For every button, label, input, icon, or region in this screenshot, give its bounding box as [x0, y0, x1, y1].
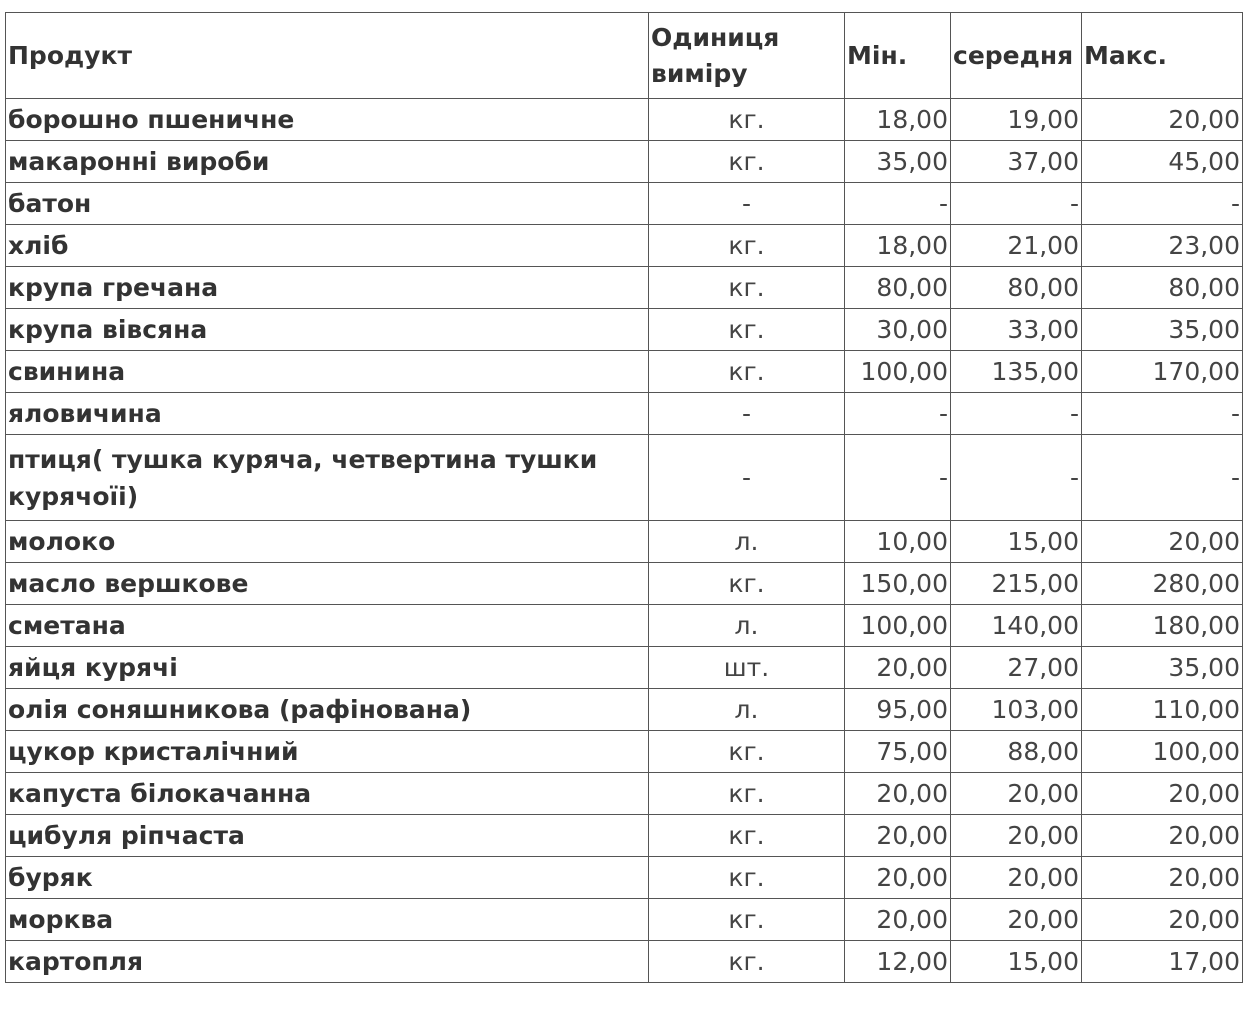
table-row [6, 605, 1243, 647]
price-table [5, 12, 1243, 983]
cell-unit: кг. [649, 731, 845, 773]
cell-max: 20,00 [1082, 99, 1243, 141]
cell-product: цукор кристалічний [6, 731, 649, 773]
cell-min: - [845, 183, 951, 225]
cell-max: 35,00 [1082, 647, 1243, 689]
cell-product: крупа вівсяна [6, 309, 649, 351]
cell-unit: кг. [649, 309, 845, 351]
cell-product: молоко [6, 521, 649, 563]
table-row [6, 351, 1243, 393]
header-min: Мін. [845, 13, 951, 99]
cell-unit: л. [649, 605, 845, 647]
cell-product: капуста білокачанна [6, 773, 649, 815]
cell-min: - [845, 393, 951, 435]
cell-min: 20,00 [845, 815, 951, 857]
cell-min: 75,00 [845, 731, 951, 773]
cell-product: яйця курячі [6, 647, 649, 689]
cell-avg: 135,00 [951, 351, 1082, 393]
cell-avg: 27,00 [951, 647, 1082, 689]
cell-max: - [1082, 393, 1243, 435]
cell-product: морква [6, 899, 649, 941]
cell-unit: кг. [649, 773, 845, 815]
cell-avg: 140,00 [951, 605, 1082, 647]
cell-product: сметана [6, 605, 649, 647]
cell-product: олія соняшникова (рафінована) [6, 689, 649, 731]
table-row [6, 773, 1243, 815]
cell-avg: 80,00 [951, 267, 1082, 309]
cell-avg: 20,00 [951, 773, 1082, 815]
cell-min: 20,00 [845, 647, 951, 689]
cell-product: борошно пшеничне [6, 99, 649, 141]
table-row [6, 309, 1243, 351]
cell-min: 100,00 [845, 605, 951, 647]
cell-product: батон [6, 183, 649, 225]
cell-max: 110,00 [1082, 689, 1243, 731]
table-row [6, 435, 1243, 521]
cell-unit: кг. [649, 815, 845, 857]
price-table-container [5, 12, 1243, 983]
cell-unit: шт. [649, 647, 845, 689]
cell-max: 280,00 [1082, 563, 1243, 605]
cell-min: 80,00 [845, 267, 951, 309]
cell-max: 170,00 [1082, 351, 1243, 393]
cell-min: 18,00 [845, 99, 951, 141]
cell-max: 20,00 [1082, 857, 1243, 899]
cell-min: 150,00 [845, 563, 951, 605]
cell-min: 100,00 [845, 351, 951, 393]
table-row [6, 857, 1243, 899]
table-row [6, 899, 1243, 941]
cell-unit: кг. [649, 225, 845, 267]
cell-unit: кг. [649, 563, 845, 605]
cell-min: 30,00 [845, 309, 951, 351]
cell-avg: 19,00 [951, 99, 1082, 141]
cell-unit: л. [649, 521, 845, 563]
cell-product: масло вершкове [6, 563, 649, 605]
cell-avg: 20,00 [951, 857, 1082, 899]
cell-min: 10,00 [845, 521, 951, 563]
cell-unit: - [649, 435, 845, 521]
cell-avg: 15,00 [951, 941, 1082, 983]
table-row [6, 99, 1243, 141]
cell-avg: - [951, 393, 1082, 435]
cell-max: 17,00 [1082, 941, 1243, 983]
cell-min: 95,00 [845, 689, 951, 731]
cell-max: 23,00 [1082, 225, 1243, 267]
cell-product: картопля [6, 941, 649, 983]
table-row [6, 941, 1243, 983]
cell-product: хліб [6, 225, 649, 267]
table-row [6, 183, 1243, 225]
cell-unit: - [649, 183, 845, 225]
header-unit: Одиниця виміру [649, 13, 845, 99]
cell-unit: кг. [649, 141, 845, 183]
table-row [6, 521, 1243, 563]
cell-product: макаронні вироби [6, 141, 649, 183]
cell-unit: - [649, 393, 845, 435]
cell-unit: кг. [649, 899, 845, 941]
cell-max: 20,00 [1082, 815, 1243, 857]
table-row [6, 815, 1243, 857]
cell-max: 45,00 [1082, 141, 1243, 183]
cell-max: 180,00 [1082, 605, 1243, 647]
header-avg: середня [951, 13, 1082, 99]
cell-unit: кг. [649, 351, 845, 393]
cell-product: буряк [6, 857, 649, 899]
cell-max: 80,00 [1082, 267, 1243, 309]
cell-product: крупа гречана [6, 267, 649, 309]
cell-avg: 88,00 [951, 731, 1082, 773]
cell-avg: 15,00 [951, 521, 1082, 563]
cell-min: 12,00 [845, 941, 951, 983]
cell-max: 20,00 [1082, 773, 1243, 815]
cell-max: 100,00 [1082, 731, 1243, 773]
cell-avg: 215,00 [951, 563, 1082, 605]
cell-avg: - [951, 183, 1082, 225]
cell-avg: - [951, 435, 1082, 521]
cell-product: цибуля ріпчаста [6, 815, 649, 857]
cell-unit: кг. [649, 857, 845, 899]
cell-unit: кг. [649, 941, 845, 983]
header-product: Продукт [6, 13, 649, 99]
cell-avg: 37,00 [951, 141, 1082, 183]
cell-min: 35,00 [845, 141, 951, 183]
cell-min: 18,00 [845, 225, 951, 267]
cell-min: 20,00 [845, 857, 951, 899]
table-row [6, 689, 1243, 731]
cell-max: 20,00 [1082, 521, 1243, 563]
cell-avg: 20,00 [951, 815, 1082, 857]
table-row [6, 563, 1243, 605]
cell-product: яловичина [6, 393, 649, 435]
cell-avg: 33,00 [951, 309, 1082, 351]
cell-unit: кг. [649, 267, 845, 309]
cell-product: птиця( тушка куряча, четвертина тушки курячоїі) [6, 435, 649, 521]
cell-unit: кг. [649, 99, 845, 141]
cell-max: 35,00 [1082, 309, 1243, 351]
cell-max: - [1082, 183, 1243, 225]
cell-product: свинина [6, 351, 649, 393]
cell-min: 20,00 [845, 899, 951, 941]
cell-avg: 103,00 [951, 689, 1082, 731]
cell-min: 20,00 [845, 773, 951, 815]
table-row [6, 731, 1243, 773]
table-header-row [6, 13, 1243, 99]
header-max: Макс. [1082, 13, 1243, 99]
cell-avg: 20,00 [951, 899, 1082, 941]
cell-unit: л. [649, 689, 845, 731]
table-row [6, 225, 1243, 267]
cell-avg: 21,00 [951, 225, 1082, 267]
table-row [6, 393, 1243, 435]
table-body [6, 99, 1243, 983]
cell-min: - [845, 435, 951, 521]
cell-max: 20,00 [1082, 899, 1243, 941]
table-row [6, 267, 1243, 309]
cell-max: - [1082, 435, 1243, 521]
table-row [6, 141, 1243, 183]
table-row [6, 647, 1243, 689]
